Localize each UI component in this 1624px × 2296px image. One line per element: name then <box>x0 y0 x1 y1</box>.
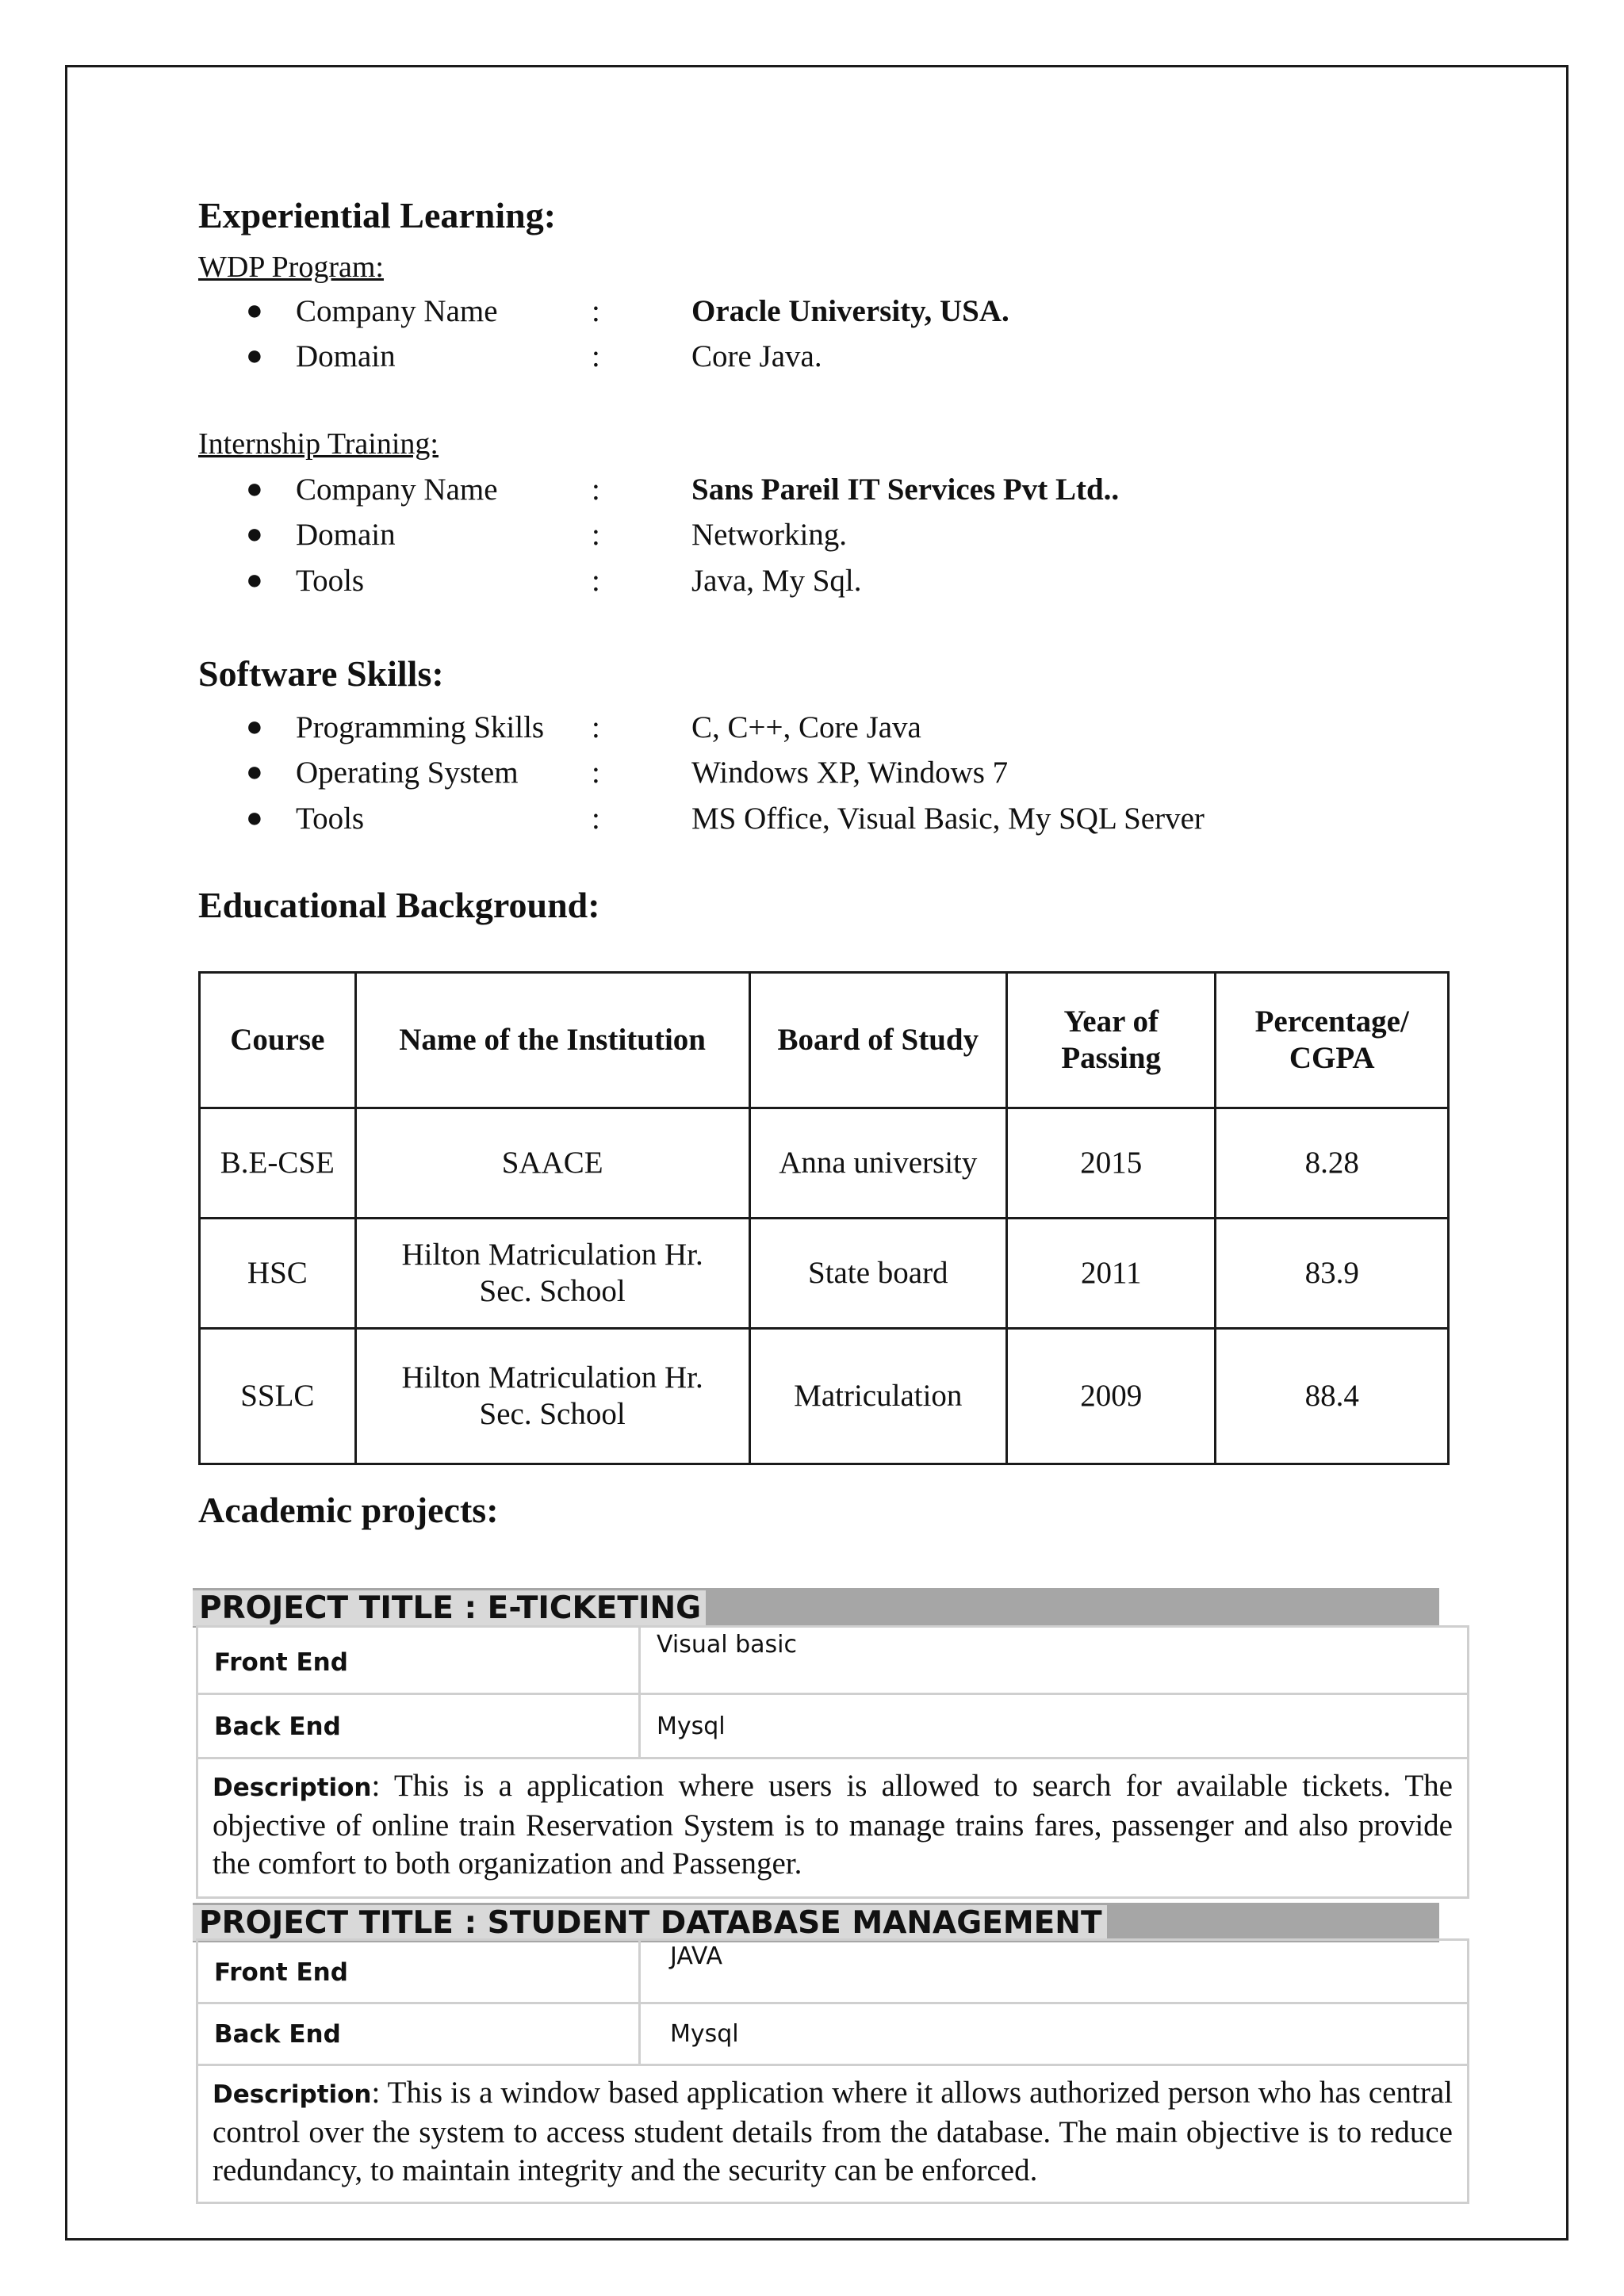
column-header: Percentage/ CGPA <box>1216 973 1449 1108</box>
item-colon: : <box>592 802 600 836</box>
table-row <box>200 1219 1449 1329</box>
column-header: Board of Study <box>749 973 1007 1108</box>
table-cell: 2011 <box>1007 1219 1216 1329</box>
table-cell: SAACE <box>355 1108 749 1219</box>
table-cell: State board <box>749 1219 1007 1329</box>
back-end-label: Back End <box>214 2020 341 2049</box>
table-cell: Matriculation <box>749 1329 1007 1464</box>
table-cell: HSC <box>200 1219 356 1329</box>
bullet-icon: ● <box>246 710 263 742</box>
front-end-row <box>198 1628 1467 1695</box>
table-cell: Anna university <box>749 1108 1007 1219</box>
projects-heading: Academic projects: <box>198 1490 499 1530</box>
column-header: Year of Passing <box>1007 973 1216 1108</box>
project-title: PROJECT TITLE : E-TICKETING <box>193 1590 706 1626</box>
item-colon: : <box>592 518 600 552</box>
back-end-value: Mysql <box>657 1712 726 1740</box>
experiential-heading: Experiential Learning: <box>198 195 557 235</box>
project-title: PROJECT TITLE : STUDENT DATABASE MANAGEMENT <box>193 1905 1107 1941</box>
bullet-icon: ● <box>246 518 263 549</box>
project-title-bar <box>193 1903 1439 1942</box>
description-text: : This is a application where users is allowed to search for available tickets. The objective of online train Reservation System is to manage trains fares, passenger and also provide the comfort to both organization and Passenger. <box>213 1769 1453 1881</box>
divider <box>638 1628 641 1693</box>
item-label: Tools <box>296 564 365 598</box>
back-end-value: Mysql <box>670 2020 739 2048</box>
item-label: Company Name <box>296 294 498 328</box>
item-value: Networking. <box>691 518 848 552</box>
item-label: Operating System <box>296 756 519 790</box>
back-end-row <box>198 2004 1467 2066</box>
project-description <box>198 2066 1467 2190</box>
item-value: C, C++, Core Java <box>691 710 921 744</box>
bullet-icon: ● <box>246 564 263 595</box>
project-details <box>196 1625 1469 1899</box>
bullet-icon: ● <box>246 802 263 833</box>
item-value: MS Office, Visual Basic, My SQL Server <box>691 802 1205 836</box>
table-cell: Hilton Matriculation Hr. Sec. School <box>355 1329 749 1464</box>
item-label: Domain <box>296 339 396 373</box>
bullet-icon: ● <box>246 339 263 371</box>
table-cell: 2015 <box>1007 1108 1216 1219</box>
column-header: Course <box>200 973 356 1108</box>
front-end-label: Front End <box>214 1648 348 1677</box>
project-title-bar <box>193 1588 1439 1628</box>
item-value: Sans Pareil IT Services Pvt Ltd.. <box>691 473 1120 507</box>
item-colon: : <box>592 339 600 373</box>
front-end-value: JAVA <box>670 1942 723 1970</box>
table-cell: B.E-CSE <box>200 1108 356 1219</box>
item-colon: : <box>592 473 600 507</box>
bullet-icon: ● <box>246 756 263 787</box>
front-end-value: Visual basic <box>657 1631 797 1659</box>
table-row <box>200 1108 1449 1219</box>
description-text: : This is a window based application where it allows authorized person who has central control over the system to access student details from the database. The main objective is to reduce redundancy, to maintain integrity and the security can be enforced. <box>213 2076 1453 2187</box>
description-label: Description <box>213 2080 372 2109</box>
item-colon: : <box>592 710 600 744</box>
front-end-label: Front End <box>214 1958 348 1987</box>
education-table <box>198 971 1450 1465</box>
item-value: Core Java. <box>691 339 822 373</box>
front-end-row <box>198 1941 1467 2004</box>
column-header: Name of the Institution <box>355 973 749 1108</box>
divider <box>638 1941 641 2002</box>
item-value: Oracle University, USA. <box>691 294 1009 328</box>
item-colon: : <box>592 294 600 328</box>
item-label: Tools <box>296 802 365 836</box>
table-cell: 83.9 <box>1216 1219 1449 1329</box>
project-description <box>198 1759 1467 1883</box>
item-colon: : <box>592 756 600 790</box>
software-heading: Software Skills: <box>198 653 444 694</box>
item-label: Domain <box>296 518 396 552</box>
item-value: Windows XP, Windows 7 <box>691 756 1009 790</box>
item-label: Programming Skills <box>296 710 545 744</box>
bullet-icon: ● <box>246 473 263 504</box>
divider <box>638 2004 641 2064</box>
divider <box>638 1695 641 1757</box>
item-value: Java, My Sql. <box>691 564 862 598</box>
table-cell: Hilton Matriculation Hr. Sec. School <box>355 1219 749 1329</box>
table-header-row <box>200 973 1449 1108</box>
wdp-subheading: WDP Program: <box>198 251 384 284</box>
item-label: Company Name <box>296 473 498 507</box>
back-end-label: Back End <box>214 1712 341 1741</box>
internship-subheading: Internship Training: <box>198 427 439 461</box>
education-heading: Educational Background: <box>198 885 600 925</box>
bullet-icon: ● <box>246 294 263 326</box>
table-cell: SSLC <box>200 1329 356 1464</box>
table-cell: 88.4 <box>1216 1329 1449 1464</box>
back-end-row <box>198 1695 1467 1759</box>
item-colon: : <box>592 564 600 598</box>
table-row <box>200 1329 1449 1464</box>
table-cell: 8.28 <box>1216 1108 1449 1219</box>
description-label: Description <box>213 1774 372 1802</box>
project-details <box>196 1938 1469 2204</box>
table-cell: 2009 <box>1007 1329 1216 1464</box>
